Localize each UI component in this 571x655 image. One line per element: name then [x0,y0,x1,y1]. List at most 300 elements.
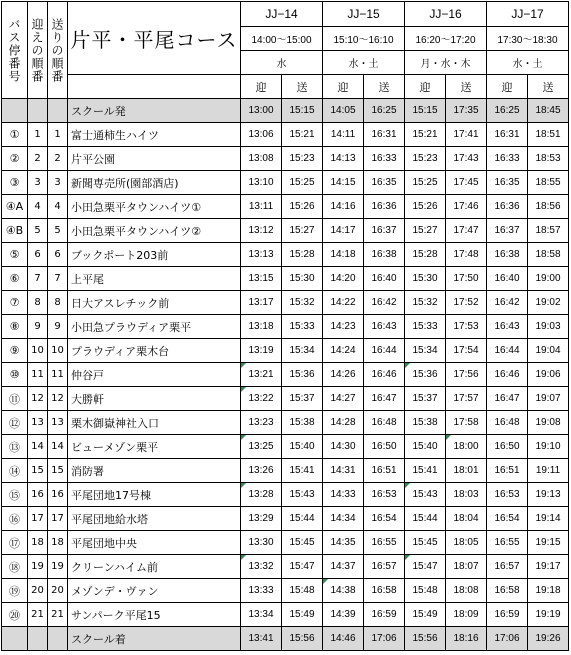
pickup-time-cell: 13:17 [241,291,282,315]
pickup-time-cell: 16:40 [487,267,528,291]
stop-name-cell: 仲谷戸 [68,363,241,387]
dropoff-time-cell: 16:43 [364,315,405,339]
pickup-time-cell: 15:26 [405,195,446,219]
dropoff-time-cell: 15:43 [282,483,323,507]
route-days: 月・水・木 [405,51,487,75]
pickup-time-cell: 15:40 [405,435,446,459]
pickup-time-cell: 14:39 [323,603,364,627]
pickup-time-cell: 14:05 [323,99,364,123]
bus-timetable [1,1,569,651]
pickup-time-cell: 15:21 [405,123,446,147]
table-row [2,363,569,387]
pickup-time-cell: 16:54 [487,507,528,531]
pickup-time-cell: 15:56 [405,627,446,651]
stop-name-cell: 平尾団地給水塔 [68,507,241,531]
pickup-time-cell: 13:21 [241,363,282,387]
dropoff-time-cell: 18:04 [446,507,487,531]
blank-cell [48,627,68,651]
stop-name-cell: 片平公園 [68,147,241,171]
dropoff-time-cell: 15:25 [282,171,323,195]
table-row [2,123,569,147]
pickup-label: 迎 [405,75,446,99]
dropoff-order-cell: 18 [48,531,68,555]
pickup-time-cell: 15:28 [405,243,446,267]
route-time: 16:20〜17:20 [405,27,487,51]
dropoff-time-cell: 17:41 [446,123,487,147]
dropoff-time-cell: 15:26 [282,195,323,219]
dropoff-time-cell: 18:55 [528,171,569,195]
dropoff-order-cell: 1 [48,123,68,147]
pickup-time-cell: 13:00 [241,99,282,123]
table-header [2,2,569,99]
dropoff-time-cell: 17:50 [446,267,487,291]
pickup-time-cell: 14:16 [323,195,364,219]
dropoff-order-cell: 14 [48,435,68,459]
stop-number-cell: ⑧ [2,315,28,339]
pickup-time-cell: 14:46 [323,627,364,651]
stop-name-cell: 日大アスレチック前 [68,291,241,315]
dropoff-time-cell: 19:18 [528,579,569,603]
dropoff-time-cell: 18:53 [528,147,569,171]
dropoff-time-cell: 15:37 [282,387,323,411]
stop-name-cell: 栗木御嶽神社入口 [68,411,241,435]
pickup-time-cell: 14:15 [323,171,364,195]
dropoff-label: 送 [528,75,569,99]
blank-cell [28,99,48,123]
stop-name-cell: 大勝軒 [68,387,241,411]
pickup-time-cell: 14:38 [323,579,364,603]
dropoff-time-cell: 16:55 [364,531,405,555]
pickup-order-cell: 4 [28,195,48,219]
pickup-time-cell: 16:38 [487,243,528,267]
dropoff-time-cell: 15:47 [282,555,323,579]
pickup-time-cell: 16:53 [487,483,528,507]
table-row [2,603,569,627]
stop-name-cell: 消防署 [68,459,241,483]
pickup-time-cell: 15:49 [405,603,446,627]
dropoff-time-cell: 15:41 [282,459,323,483]
pickup-time-cell: 16:33 [487,147,528,171]
pickup-time-cell: 13:30 [241,531,282,555]
pickup-time-cell: 14:27 [323,387,364,411]
pickup-time-cell: 13:18 [241,315,282,339]
pickup-time-cell: 15:30 [405,267,446,291]
pickup-time-cell: 15:34 [405,339,446,363]
dropoff-time-cell: 18:00 [446,435,487,459]
dropoff-time-cell: 16:25 [364,99,405,123]
route-days: 水・土 [323,51,405,75]
stop-number-cell: ⑭ [2,459,28,483]
pickup-time-cell: 13:22 [241,387,282,411]
dropoff-time-cell: 15:38 [282,411,323,435]
dropoff-time-cell: 17:47 [446,219,487,243]
dropoff-time-cell: 18:58 [528,243,569,267]
stop-name-cell: ブックポート203前 [68,243,241,267]
pickup-time-cell: 16:44 [487,339,528,363]
stop-name-cell: 平尾団地17号棟 [68,483,241,507]
route-code: JJ−16 [405,2,487,27]
table-row [2,411,569,435]
dropoff-time-cell: 19:11 [528,459,569,483]
dropoff-time-cell: 19:03 [528,315,569,339]
pickup-time-cell: 14:20 [323,267,364,291]
route-days: 水 [241,51,323,75]
pickup-time-cell: 14:23 [323,315,364,339]
dropoff-time-cell: 16:54 [364,507,405,531]
course-header-spacer [68,75,241,99]
dropoff-time-cell: 19:17 [528,555,569,579]
schedule-sheet [1,1,569,651]
pickup-time-cell: 16:43 [487,315,528,339]
pickup-order-cell: 6 [28,243,48,267]
dropoff-time-cell: 19:02 [528,291,569,315]
pickup-time-cell: 15:15 [405,99,446,123]
dropoff-time-cell: 15:30 [282,267,323,291]
dropoff-order-header: 送りの順番 [48,2,68,99]
dropoff-order-cell: 17 [48,507,68,531]
dropoff-order-cell: 2 [48,147,68,171]
table-row [2,459,569,483]
stop-name-cell: 富士通柿生ハイツ [68,123,241,147]
dropoff-time-cell: 15:28 [282,243,323,267]
pickup-time-cell: 16:58 [487,579,528,603]
dropoff-time-cell: 16:46 [364,363,405,387]
dropoff-time-cell: 18:45 [528,99,569,123]
stop-number-cell: ③ [2,171,28,195]
dropoff-time-cell: 15:33 [282,315,323,339]
stop-name-cell: クリーンハイム前 [68,555,241,579]
table-row [2,387,569,411]
table-row [2,507,569,531]
dropoff-time-cell: 15:49 [282,603,323,627]
stop-name-cell: 小田急栗平タウンハイツ② [68,219,241,243]
dropoff-time-cell: 16:50 [364,435,405,459]
pickup-order-cell: 21 [28,603,48,627]
pickup-time-cell: 14:22 [323,291,364,315]
dropoff-time-cell: 16:35 [364,171,405,195]
dropoff-time-cell: 19:10 [528,435,569,459]
dropoff-time-cell: 17:56 [446,363,487,387]
dropoff-time-cell: 16:42 [364,291,405,315]
dropoff-label: 送 [282,75,323,99]
stop-name-cell: メゾンデ・ヴァン [68,579,241,603]
table-row [2,555,569,579]
pickup-time-cell: 14:35 [323,531,364,555]
table-body [2,99,569,651]
pickup-time-cell: 15:27 [405,219,446,243]
pickup-time-cell: 16:37 [487,219,528,243]
dropoff-time-cell: 17:54 [446,339,487,363]
pickup-time-cell: 13:19 [241,339,282,363]
dropoff-order-cell: 19 [48,555,68,579]
dropoff-time-cell: 16:44 [364,339,405,363]
table-row [2,171,569,195]
dropoff-time-cell: 16:57 [364,555,405,579]
pickup-time-cell: 16:57 [487,555,528,579]
table-row [2,243,569,267]
stop-name-cell: 平尾団地中央 [68,531,241,555]
stop-name-cell: プラウディア栗木台 [68,339,241,363]
pickup-time-cell: 16:46 [487,363,528,387]
blank-cell [28,627,48,651]
dropoff-time-cell: 16:51 [364,459,405,483]
dropoff-order-cell: 15 [48,459,68,483]
pickup-time-cell: 13:26 [241,459,282,483]
dropoff-time-cell: 16:31 [364,123,405,147]
dropoff-time-cell: 19:26 [528,627,569,651]
stop-name-cell: 新聞専売所(園部酒店) [68,171,241,195]
blank-cell [48,99,68,123]
dropoff-time-cell: 19:07 [528,387,569,411]
pickup-time-cell: 14:37 [323,555,364,579]
pickup-time-cell: 13:08 [241,147,282,171]
pickup-order-cell: 12 [28,387,48,411]
pickup-time-cell: 15:36 [405,363,446,387]
pickup-time-cell: 14:28 [323,411,364,435]
pickup-time-cell: 13:12 [241,219,282,243]
dropoff-time-cell: 19:04 [528,339,569,363]
dropoff-time-cell: 18:05 [446,531,487,555]
stop-number-cell: ④B [2,219,28,243]
stop-number-header: バス停番号 [2,2,28,99]
dropoff-order-cell: 21 [48,603,68,627]
pickup-time-cell: 16:59 [487,603,528,627]
dropoff-time-cell: 15:27 [282,219,323,243]
pickup-time-cell: 14:34 [323,507,364,531]
dropoff-time-cell: 15:48 [282,579,323,603]
dropoff-time-cell: 17:48 [446,243,487,267]
dropoff-time-cell: 15:36 [282,363,323,387]
dropoff-time-cell: 17:06 [364,627,405,651]
blank-cell [2,627,28,651]
dropoff-time-cell: 18:09 [446,603,487,627]
stop-number-cell: ⑱ [2,555,28,579]
route-code: JJ−14 [241,2,323,27]
pickup-time-cell: 17:06 [487,627,528,651]
pickup-time-cell: 16:25 [487,99,528,123]
table-row [2,435,569,459]
stop-number-cell: ⑤ [2,243,28,267]
pickup-time-cell: 15:25 [405,171,446,195]
pickup-time-cell: 14:13 [323,147,364,171]
pickup-time-cell: 15:44 [405,507,446,531]
pickup-time-cell: 15:47 [405,555,446,579]
stop-number-cell: ② [2,147,28,171]
route-time: 17:30〜18:30 [487,27,569,51]
pickup-order-cell: 10 [28,339,48,363]
pickup-time-cell: 15:32 [405,291,446,315]
stop-name-cell: サンパーク平尾15 [68,603,241,627]
pickup-order-cell: 17 [28,507,48,531]
stop-name-cell: ビューメゾン栗平 [68,435,241,459]
pickup-time-cell: 16:42 [487,291,528,315]
pickup-time-cell: 13:06 [241,123,282,147]
pickup-order-cell: 11 [28,363,48,387]
dropoff-order-cell: 3 [48,171,68,195]
pickup-time-cell: 14:31 [323,459,364,483]
pickup-time-cell: 13:13 [241,243,282,267]
pickup-time-cell: 15:23 [405,147,446,171]
stop-name-cell: 小田急栗平タウンハイツ① [68,195,241,219]
pickup-label: 迎 [323,75,364,99]
table-row [2,147,569,171]
stop-number-cell: ④A [2,195,28,219]
dropoff-time-cell: 16:36 [364,195,405,219]
school-depart-row [2,99,569,123]
dropoff-order-cell: 7 [48,267,68,291]
school-label: スクール発 [68,99,241,123]
pickup-time-cell: 13:25 [241,435,282,459]
stop-number-cell: ⑦ [2,291,28,315]
pickup-order-header: 迎えの順番 [28,2,48,99]
pickup-label: 迎 [241,75,282,99]
stop-number-cell: ① [2,123,28,147]
dropoff-time-cell: 16:48 [364,411,405,435]
pickup-order-cell: 8 [28,291,48,315]
dropoff-time-cell: 19:15 [528,531,569,555]
route-code: JJ−17 [487,2,569,27]
dropoff-time-cell: 15:15 [282,99,323,123]
dropoff-time-cell: 15:45 [282,531,323,555]
pickup-time-cell: 16:31 [487,123,528,147]
pickup-time-cell: 16:48 [487,411,528,435]
blank-cell [2,99,28,123]
dropoff-order-cell: 16 [48,483,68,507]
dropoff-label: 送 [364,75,405,99]
pickup-time-cell: 14:17 [323,219,364,243]
pickup-time-cell: 14:11 [323,123,364,147]
table-row [2,195,569,219]
dropoff-order-cell: 5 [48,219,68,243]
dropoff-order-cell: 9 [48,315,68,339]
stop-number-cell: ⑰ [2,531,28,555]
stop-number-cell: ⑫ [2,411,28,435]
pickup-time-cell: 15:37 [405,387,446,411]
table-row [2,339,569,363]
dropoff-time-cell: 16:38 [364,243,405,267]
pickup-time-cell: 13:10 [241,171,282,195]
dropoff-order-cell: 12 [48,387,68,411]
dropoff-time-cell: 19:19 [528,603,569,627]
dropoff-time-cell: 19:06 [528,363,569,387]
dropoff-time-cell: 17:52 [446,291,487,315]
dropoff-order-cell: 8 [48,291,68,315]
stop-number-cell: ⑨ [2,339,28,363]
pickup-time-cell: 16:47 [487,387,528,411]
dropoff-time-cell: 16:47 [364,387,405,411]
dropoff-time-cell: 17:53 [446,315,487,339]
dropoff-time-cell: 17:43 [446,147,487,171]
table-row [2,267,569,291]
dropoff-time-cell: 16:40 [364,267,405,291]
pickup-time-cell: 16:51 [487,459,528,483]
pickup-time-cell: 15:43 [405,483,446,507]
pickup-order-cell: 7 [28,267,48,291]
route-days: 水・土 [487,51,569,75]
pickup-time-cell: 14:33 [323,483,364,507]
dropoff-time-cell: 15:23 [282,147,323,171]
dropoff-time-cell: 16:53 [364,483,405,507]
pickup-time-cell: 14:30 [323,435,364,459]
dropoff-time-cell: 15:40 [282,435,323,459]
pickup-time-cell: 16:36 [487,195,528,219]
school-label: スクール着 [68,627,241,651]
dropoff-order-cell: 4 [48,195,68,219]
pickup-time-cell: 13:32 [241,555,282,579]
dropoff-time-cell: 15:34 [282,339,323,363]
dropoff-time-cell: 18:51 [528,123,569,147]
dropoff-time-cell: 18:03 [446,483,487,507]
pickup-time-cell: 13:34 [241,603,282,627]
stop-number-cell: ⑩ [2,363,28,387]
dropoff-time-cell: 16:59 [364,603,405,627]
dropoff-time-cell: 18:07 [446,555,487,579]
pickup-order-cell: 13 [28,411,48,435]
stop-number-cell: ⑯ [2,507,28,531]
dropoff-time-cell: 18:01 [446,459,487,483]
pickup-time-cell: 13:33 [241,579,282,603]
pickup-time-cell: 15:33 [405,315,446,339]
dropoff-label: 送 [446,75,487,99]
table-row [2,219,569,243]
pickup-order-cell: 2 [28,147,48,171]
dropoff-time-cell: 19:08 [528,411,569,435]
dropoff-time-cell: 15:21 [282,123,323,147]
stop-name-cell: 小田急プラウディア栗平 [68,315,241,339]
pickup-time-cell: 15:38 [405,411,446,435]
pickup-time-cell: 16:50 [487,435,528,459]
pickup-order-cell: 18 [28,531,48,555]
pickup-time-cell: 16:35 [487,171,528,195]
table-row [2,483,569,507]
route-code: JJ−15 [323,2,405,27]
course-title: 片平・平尾コース [68,2,241,75]
table-row [2,579,569,603]
dropoff-time-cell: 18:16 [446,627,487,651]
pickup-order-cell: 14 [28,435,48,459]
dropoff-time-cell: 15:56 [282,627,323,651]
dropoff-order-cell: 10 [48,339,68,363]
dropoff-time-cell: 16:58 [364,579,405,603]
dropoff-time-cell: 16:33 [364,147,405,171]
stop-number-cell: ⑳ [2,603,28,627]
pickup-order-cell: 1 [28,123,48,147]
pickup-time-cell: 14:26 [323,363,364,387]
dropoff-time-cell: 16:37 [364,219,405,243]
dropoff-time-cell: 15:32 [282,291,323,315]
pickup-time-cell: 13:41 [241,627,282,651]
pickup-time-cell: 15:48 [405,579,446,603]
pickup-time-cell: 13:29 [241,507,282,531]
dropoff-order-cell: 13 [48,411,68,435]
table-row [2,315,569,339]
dropoff-time-cell: 18:56 [528,195,569,219]
pickup-order-cell: 9 [28,315,48,339]
pickup-order-cell: 19 [28,555,48,579]
dropoff-time-cell: 17:35 [446,99,487,123]
pickup-time-cell: 14:18 [323,243,364,267]
stop-number-cell: ⑬ [2,435,28,459]
school-arrive-row [2,627,569,651]
pickup-order-cell: 20 [28,579,48,603]
dropoff-time-cell: 17:45 [446,171,487,195]
pickup-order-cell: 16 [28,483,48,507]
dropoff-time-cell: 17:58 [446,411,487,435]
table-row [2,531,569,555]
pickup-time-cell: 15:41 [405,459,446,483]
pickup-time-cell: 13:15 [241,267,282,291]
pickup-time-cell: 13:23 [241,411,282,435]
